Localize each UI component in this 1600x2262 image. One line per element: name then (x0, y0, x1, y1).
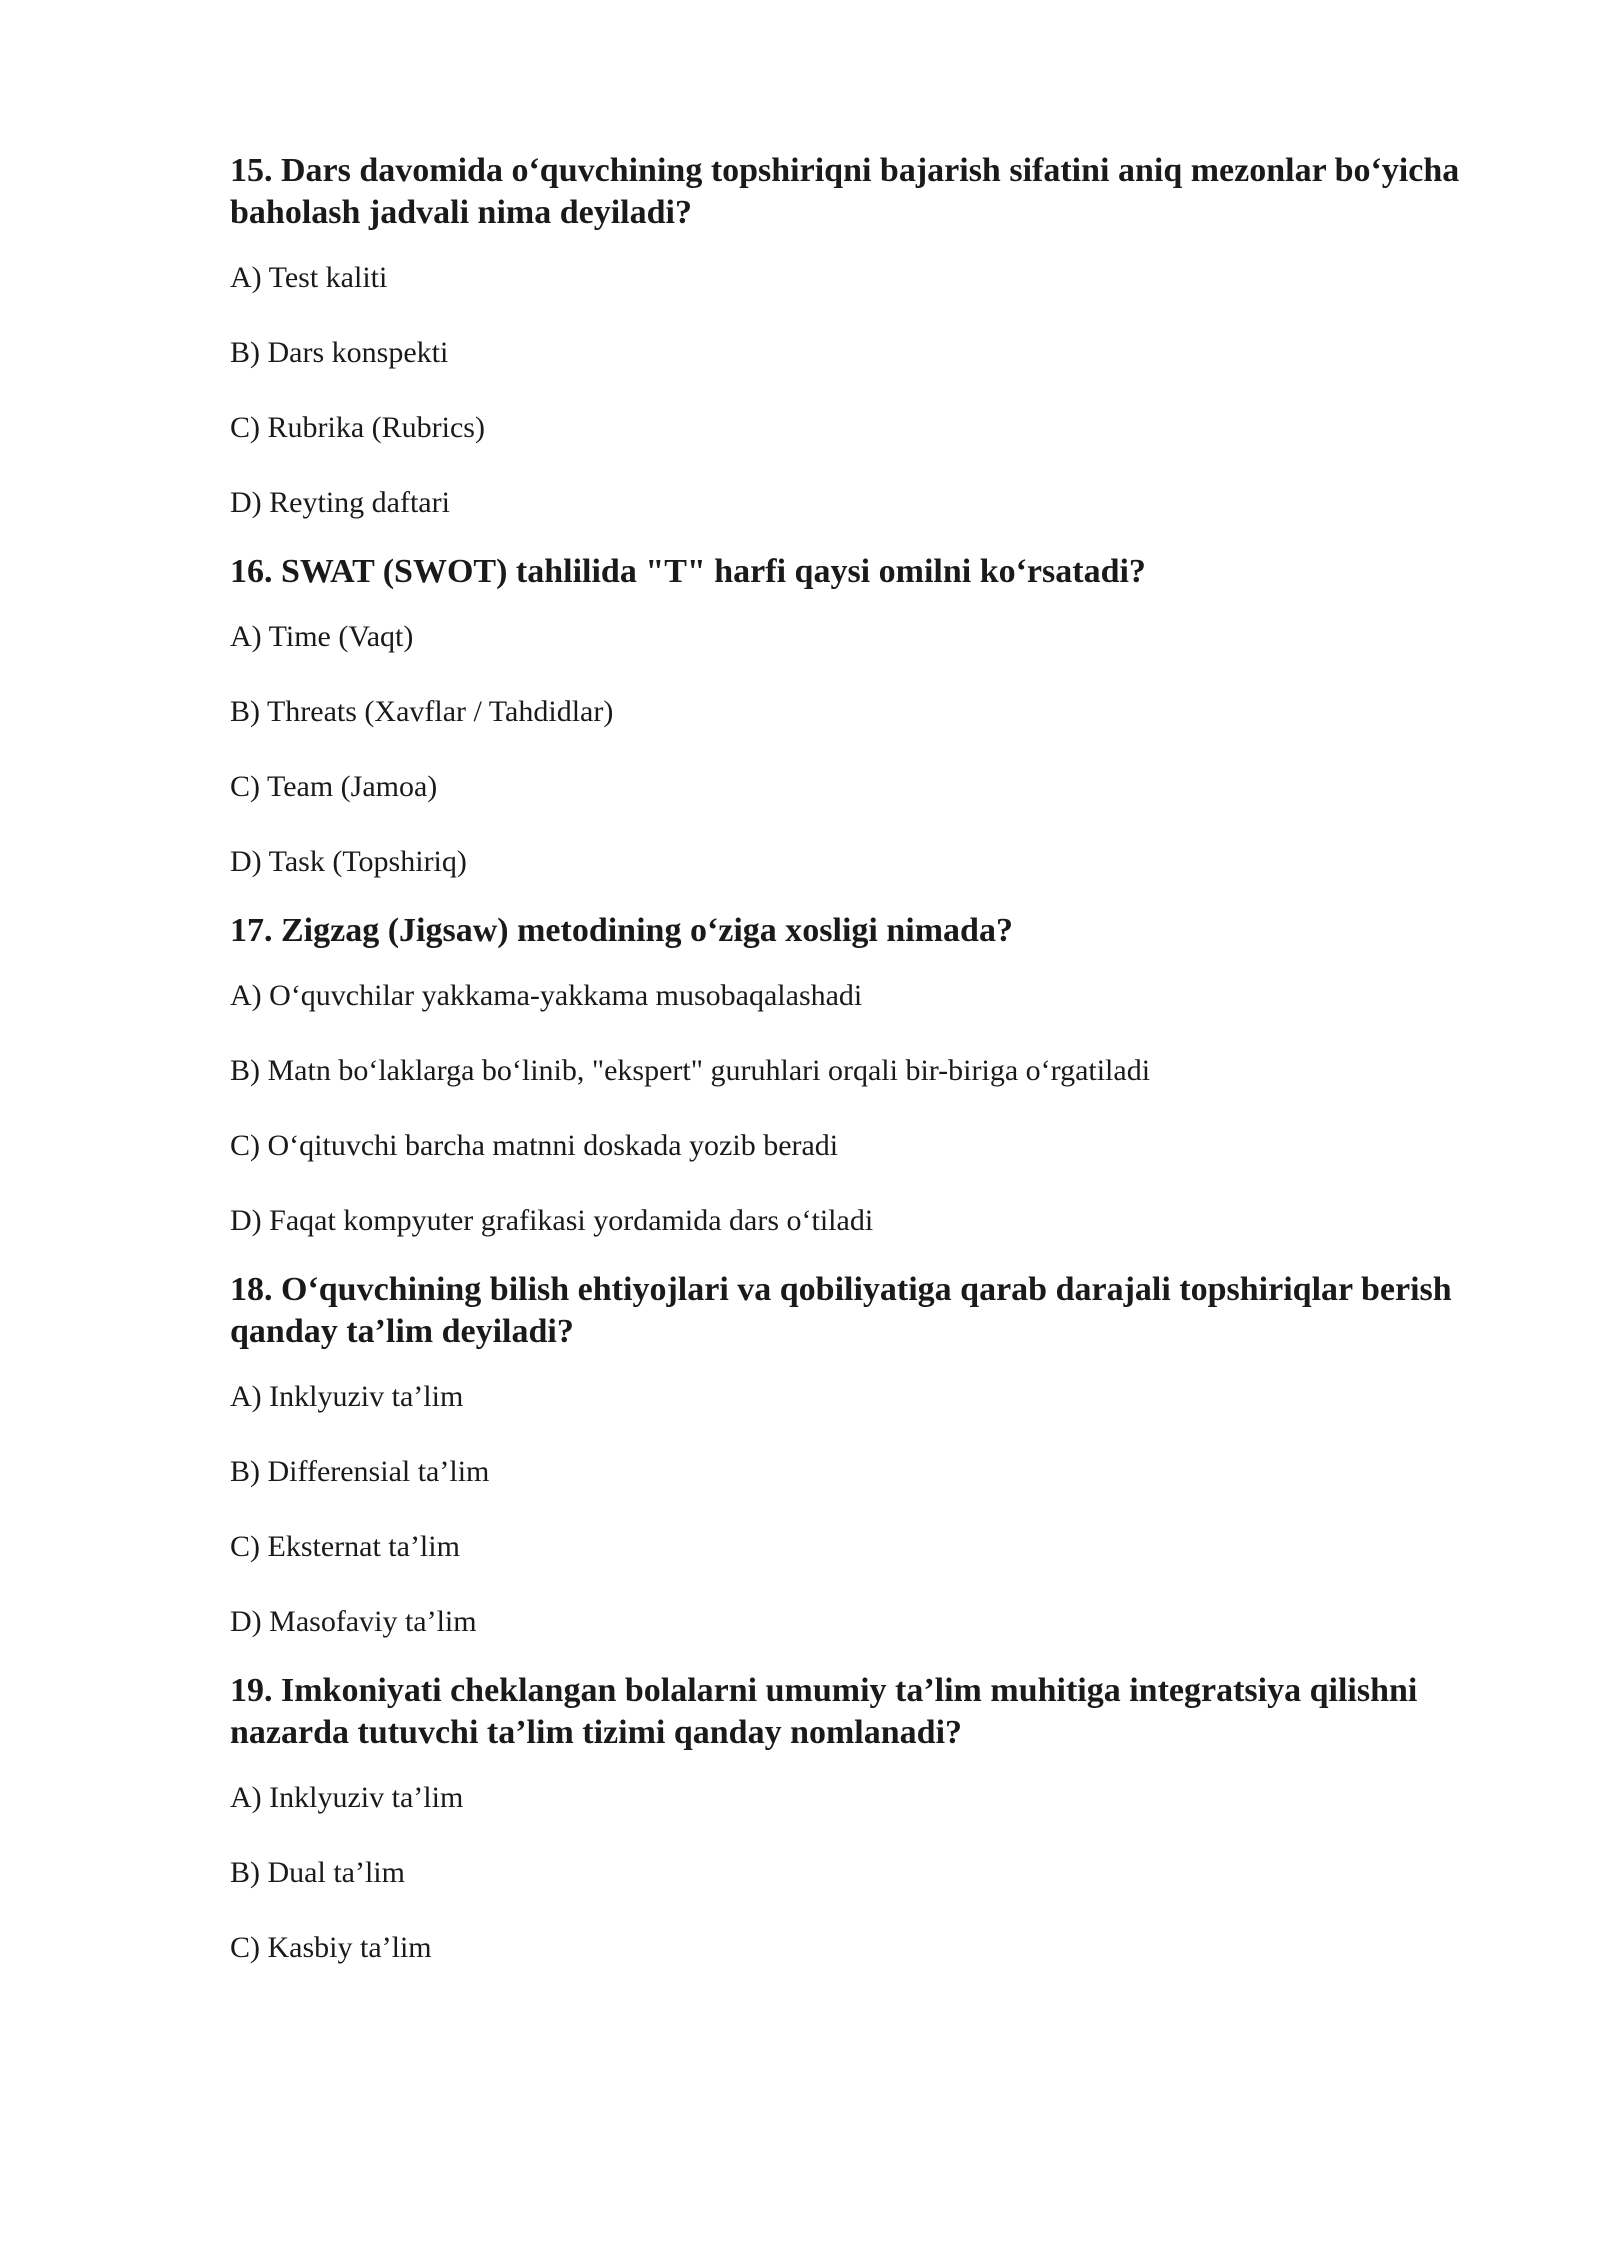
option-a: A) Inklyuziv ta’lim (230, 1380, 464, 1413)
question-title: 19. Imkoniyati cheklangan bolalarni umumiy ta’lim muhitiga integratsiya qilishni nazarda tutuvchi ta’lim tizimi qanday nomlanadi? (230, 1672, 1418, 1751)
option-c: C) Rubrika (Rubrics) (230, 411, 485, 444)
option-d: D) Faqat kompyuter grafikasi yordamida dars o‘tiladi (230, 1204, 874, 1237)
option-c: C) Eksternat ta’lim (230, 1530, 460, 1563)
option-b: B) Threats (Xavflar / Tahdidlar) (230, 695, 614, 728)
question-16 (230, 551, 1470, 880)
question-17 (230, 910, 1470, 1239)
option-b: B) Dars konspekti (230, 336, 449, 369)
document-page (230, 150, 1470, 1996)
option-c: C) O‘qituvchi barcha matnni doskada yozib beradi (230, 1129, 839, 1162)
option-d: D) Masofaviy ta’lim (230, 1605, 477, 1638)
question-19 (230, 1670, 1470, 1966)
option-b: B) Matn bo‘laklarga bo‘linib, "ekspert" guruhlari orqali bir-biriga o‘rgatiladi (230, 1054, 1151, 1087)
question-title: 17. Zigzag (Jigsaw) metodining o‘ziga xosligi nimada? (230, 912, 1013, 949)
option-c: C) Kasbiy ta’lim (230, 1931, 432, 1964)
option-b: B) Differensial ta’lim (230, 1455, 490, 1488)
option-a: A) Inklyuziv ta’lim (230, 1781, 464, 1814)
option-a: A) Test kaliti (230, 261, 388, 294)
option-d: D) Task (Topshiriq) (230, 845, 467, 878)
question-18 (230, 1269, 1470, 1640)
option-c: C) Team (Jamoa) (230, 770, 438, 803)
option-d: D) Reyting daftari (230, 486, 450, 519)
question-title: 18. O‘quvchining bilish ehtiyojlari va qobiliyatiga qarab darajali topshiriqlar berish qanday ta’lim deyiladi? (230, 1271, 1452, 1350)
option-b: B) Dual ta’lim (230, 1856, 405, 1889)
option-a: A) Time (Vaqt) (230, 620, 414, 653)
question-title: 16. SWAT (SWOT) tahlilida "T" harfi qaysi omilni ko‘rsatadi? (230, 553, 1146, 590)
question-title: 15. Dars davomida o‘quvchining topshiriqni bajarish sifatini aniq mezonlar bo‘yicha baholash jadvali nima deyiladi? (230, 152, 1460, 231)
question-15 (230, 150, 1470, 521)
option-a: A) O‘quvchilar yakkama-yakkama musobaqalashadi (230, 979, 863, 1012)
